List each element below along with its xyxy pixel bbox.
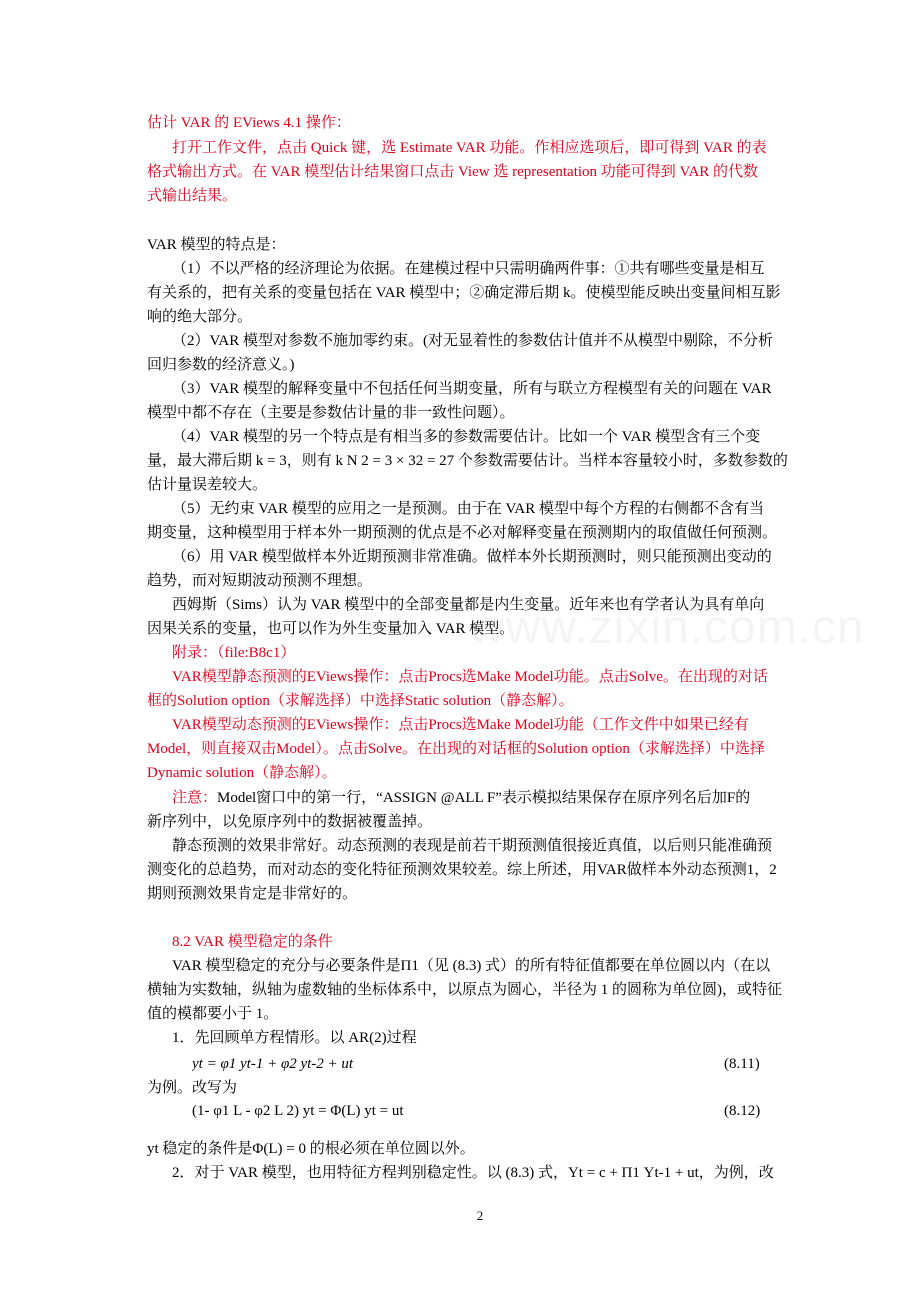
section-line: 1．先回顾单方程情形。以 AR(2)过程 [172, 1030, 417, 1046]
section-line: 2．对于 VAR 模型，也用特征方程判别稳定性。以 (8.3) 式，Yt = c + Π1 Yt-1 + ut，为例，改 [172, 1165, 774, 1181]
paragraph-line: （2）VAR 模型对参数不施加零约束。(对无显着性的参数估计值并不从模型中剔除，不分析 [172, 333, 773, 349]
section-line: 值的模都要小于 1。 [147, 1006, 279, 1022]
summary-line: 静态预测的效果非常好。动态预测的表现是前若干期预测值很接近真值，以后则只能准确预 [172, 838, 773, 854]
paragraph-line: （4）VAR 模型的另一个特点是有相当多的参数需要估计。比如一个 VAR 模型含有三个变 [172, 429, 761, 445]
paragraph-line: （1）不以严格的经济理论为依据。在建模过程中只需明确两件事：①共有哪些变量是相互 [172, 261, 765, 277]
intro-line: 式输出结果。 [147, 188, 238, 204]
appendix-line: VAR模型静态预测的EViews操作：点击Procs选Make Model功能。点击Solve。在出现的对话 [172, 669, 768, 685]
paragraph-line: 有关系的，把有关系的变量包括在 VAR 模型中；②确定滞后期 k。使模型能反映出变量间相互影 [147, 285, 781, 301]
intro-line: 格式输出方式。在 VAR 模型估计结果窗口点击 View 选 representation 功能可得到 VAR 的代数 [147, 164, 759, 180]
intro-line: 打开工作文件，点击 Quick 键，选 Estimate VAR 功能。作相应选项后，即可得到 VAR 的表 [172, 140, 767, 156]
section-heading: 8.2 VAR 模型稳定的条件 [172, 934, 333, 950]
paragraph-line: 模型中都不存在（主要是参数估计量的非一致性问题）。 [147, 405, 515, 421]
paragraph-line: （3）VAR 模型的解释变量中不包括任何当期变量，所有与联立方程模型有关的问题在 VAR [172, 381, 772, 397]
note-line: 新序列中，以免原序列中的数据被覆盖掉。 [147, 814, 433, 830]
paragraph-line: 量，最大滞后期 k = 3，则有 k N 2 = 3 × 32 = 27 个参数需要估计。当样本容量较小时，多数参数的 [147, 453, 788, 469]
equation-number: (8.11) [724, 1056, 760, 1072]
paragraph-line: 趋势，而对短期波动预测不理想。 [147, 573, 373, 589]
equation-8-11: yt = φ1 yt-1 + φ2 yt-2 + ut [192, 1056, 354, 1072]
appendix-line: Model，则直接双击Model）。点击Solve。在出现的对话框的Solution option（求解选择）中选择 [147, 741, 765, 757]
equation-8-12: (1- φ1 L - φ2 L 2) yt = Φ(L) yt = ut [192, 1103, 404, 1119]
paragraph-line: 响的绝大部分。 [147, 309, 253, 325]
appendix-line: 框的Solution option（求解选择）中选择Static solution（静态解）。 [147, 693, 574, 709]
note-text: Model窗口中的第一行，“ASSIGN @ALL F”表示模拟结果保存在原序列名后加F的 [217, 790, 751, 806]
section-line: VAR 模型稳定的充分与必要条件是Π1（见 (8.3) 式）的所有特征值都要在单位圆以内（在以 [172, 958, 771, 974]
appendix-line: VAR模型动态预测的EViews操作：点击Procs选Make Model功能（工作文件中如果已经有 [172, 717, 749, 733]
section-line: yt 稳定的条件是Φ(L) = 0 的根必须在单位圆以外。 [147, 1141, 475, 1157]
paragraph-line: 期变量，这种模型用于样本外一期预测的优点是不必对解释变量在预测期内的取值做任何预测。 [147, 525, 778, 541]
summary-line: 期则预测效果肯定是非常好的。 [147, 886, 358, 902]
section-line: 横轴为实数轴，纵轴为虚数轴的坐标体系中，以原点为圆心，半径为 1 的圆称为单位圆)，或特征 [147, 982, 782, 998]
note-line [172, 787, 852, 809]
paragraph-line: 西姆斯（Sims）认为 VAR 模型中的全部变量都是内生变量。近年来也有学者认为具有单向 [172, 597, 765, 613]
note-label: 注意： [172, 790, 218, 806]
appendix-label: 附录：（file:B8c1） [172, 645, 296, 661]
paragraph-line: 回归参数的经济意义。) [147, 357, 295, 373]
appendix-line: Dynamic solution（静态解）。 [147, 765, 337, 781]
equation-number: (8.12) [724, 1103, 761, 1119]
features-heading: VAR 模型的特点是： [147, 237, 286, 253]
page-number: 2 [476, 1208, 484, 1223]
paragraph-line: 估计量误差较大。 [147, 477, 268, 493]
summary-line: 测变化的总趋势，而对动态的变化特征预测效果较差。综上所述，用VAR做样本外动态预测1，2 [147, 862, 777, 878]
paragraph-line: （6）用 VAR 模型做样本外近期预测非常准确。做样本外长期预测时，则只能预测出变动的 [172, 549, 772, 565]
paragraph-line: 因果关系的变量，也可以作为外生变量加入 VAR 模型。 [147, 621, 515, 637]
section-line: 为例。改写为 [147, 1080, 238, 1096]
paragraph-line: （5）无约束 VAR 模型的应用之一是预测。由于在 VAR 模型中每个方程的右侧都不含有当 [172, 501, 764, 517]
intro-title: 估计 VAR 的 EViews 4.1 操作： [147, 115, 351, 131]
